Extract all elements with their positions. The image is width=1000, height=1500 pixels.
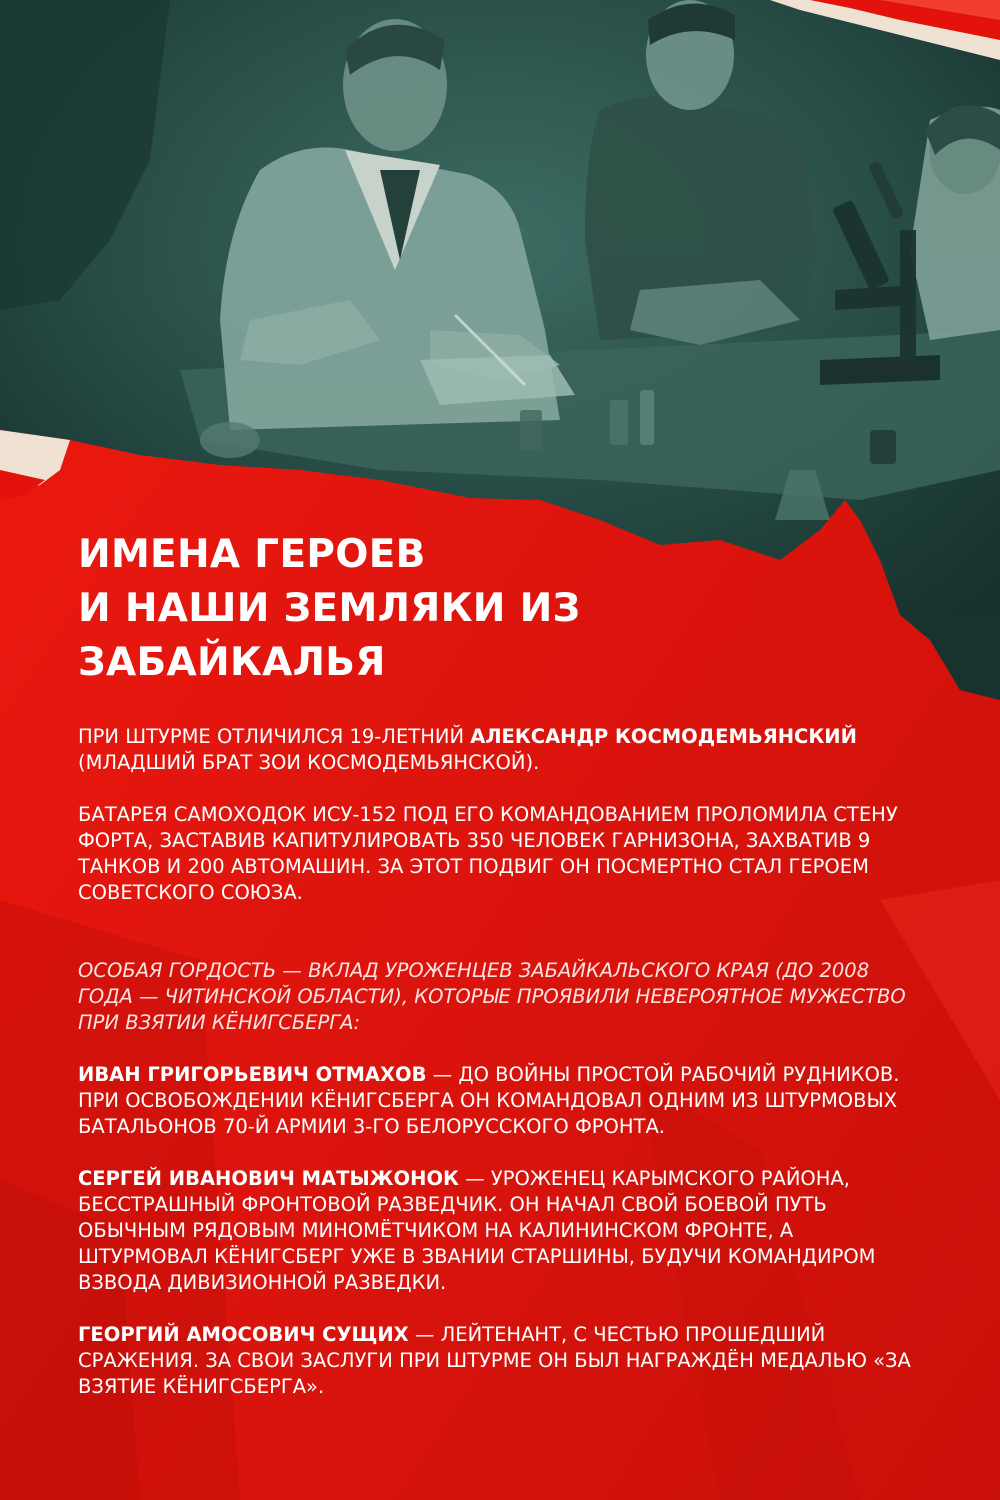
paragraph-battery: БАТАРЕЯ САМОХОДОК ИСУ-152 ПОД ЕГО КОМАНДОВАНИЕМ ПРОЛОМИЛА СТЕНУ ФОРТА, ЗАСТАВИВ КАПИТУЛИРОВАТЬ 350 ЧЕЛОВЕК ГАРНИЗОНА, ЗАХВАТИВ 9 ТАНКОВ И 200 АВТОМАШИН. ЗА ЭТОТ ПОДВИГ ОН ПОСМЕРТНО СТАЛ ГЕРОЕМ СОВЕТСКОГО СОЮЗА. [78, 803, 898, 904]
page-title [78, 528, 838, 690]
paragraph-text: ПРИ ШТУРМЕ ОТЛИЧИЛСЯ 19-ЛЕТНИЙ [78, 725, 471, 748]
hero-name: ИВАН ГРИГОРЬЕВИЧ ОТМАХОВ [78, 1063, 427, 1086]
paragraph-text: — ЛЕЙТЕНАНТ, С ЧЕСТЬЮ ПРОШЕДШИЙ СРАЖЕНИЯ. ЗА СВОИ ЗАСЛУГИ ПРИ ШТУРМЕ ОН БЫЛ НАГРАЖДЁН МЕДАЛЬЮ «ЗА ВЗЯТИЕ КЁНИГСБЕРГА». [78, 1323, 911, 1398]
paragraph-matyzhonok [78, 1166, 928, 1296]
paragraph-otmakhov [78, 1062, 928, 1140]
paragraph-sushchikh [78, 1322, 928, 1400]
hero-name: ГЕОРГИЙ АМОСОВИЧ СУЩИХ [78, 1323, 409, 1346]
paragraph-kosmodemyansky-intro [78, 724, 928, 776]
hero-name: АЛЕКСАНДР КОСМОДЕМЬЯНСКИЙ [470, 725, 857, 748]
title-line-2: И НАШИ ЗЕМЛЯКИ ИЗ [78, 586, 581, 631]
title-line-3: ЗАБАЙКАЛЬЯ [78, 640, 386, 685]
title-line-1: ИМЕНА ГЕРОЕВ [78, 532, 426, 577]
paragraph-text: — ДО ВОЙНЫ ПРОСТОЙ РАБОЧИЙ РУДНИКОВ. ПРИ ОСВОБОЖДЕНИИ КЁНИГСБЕРГА ОН КОМАНДОВАЛ ОДНИМ ИЗ ШТУРМОВЫХ БАТАЛЬОНОВ 70-Й АРМИИ 3-ГО БЕЛОРУССКОГО ФРОНТА. [78, 1063, 900, 1138]
hero-name: СЕРГЕЙ ИВАНОВИЧ МАТЫЖОНОК [78, 1167, 459, 1190]
paragraph-text: — УРОЖЕНЕЦ КАРЫМСКОГО РАЙОНА, БЕССТРАШНЫЙ ФРОНТОВОЙ РАЗВЕДЧИК. ОН НАЧАЛ СВОЙ БОЕВОЙ ПУТЬ ОБЫЧНЫМ РЯДОВЫМ МИНОМЁТЧИКОМ НА КАЛИНИНСКОМ ФРОНТЕ, А ШТУРМОВАЛ КЁНИГСБЕРГ УЖЕ В ЗВАНИИ СТАРШИНЫ, БУДУЧИ КОМАНДИРОМ ВЗВОДА ДИВИЗИОННОЙ РАЗВЕДКИ. [78, 1167, 876, 1294]
paragraph-text: (МЛАДШИЙ БРАТ ЗОИ КОСМОДЕМЬЯНСКОЙ). [78, 751, 540, 774]
paragraph-zabaikalye-pride: ОСОБАЯ ГОРДОСТЬ — ВКЛАД УРОЖЕНЦЕВ ЗАБАЙКАЛЬСКОГО КРАЯ (ДО 2008 ГОДА — ЧИТИНСКОЙ ОБЛАСТИ), КОТОРЫЕ ПРОЯВИЛИ НЕВЕРОЯТНОЕ МУЖЕСТВО ПРИ ВЗЯТИИ КЁНИГСБЕРГА: [78, 959, 906, 1034]
article-body [78, 724, 928, 1426]
